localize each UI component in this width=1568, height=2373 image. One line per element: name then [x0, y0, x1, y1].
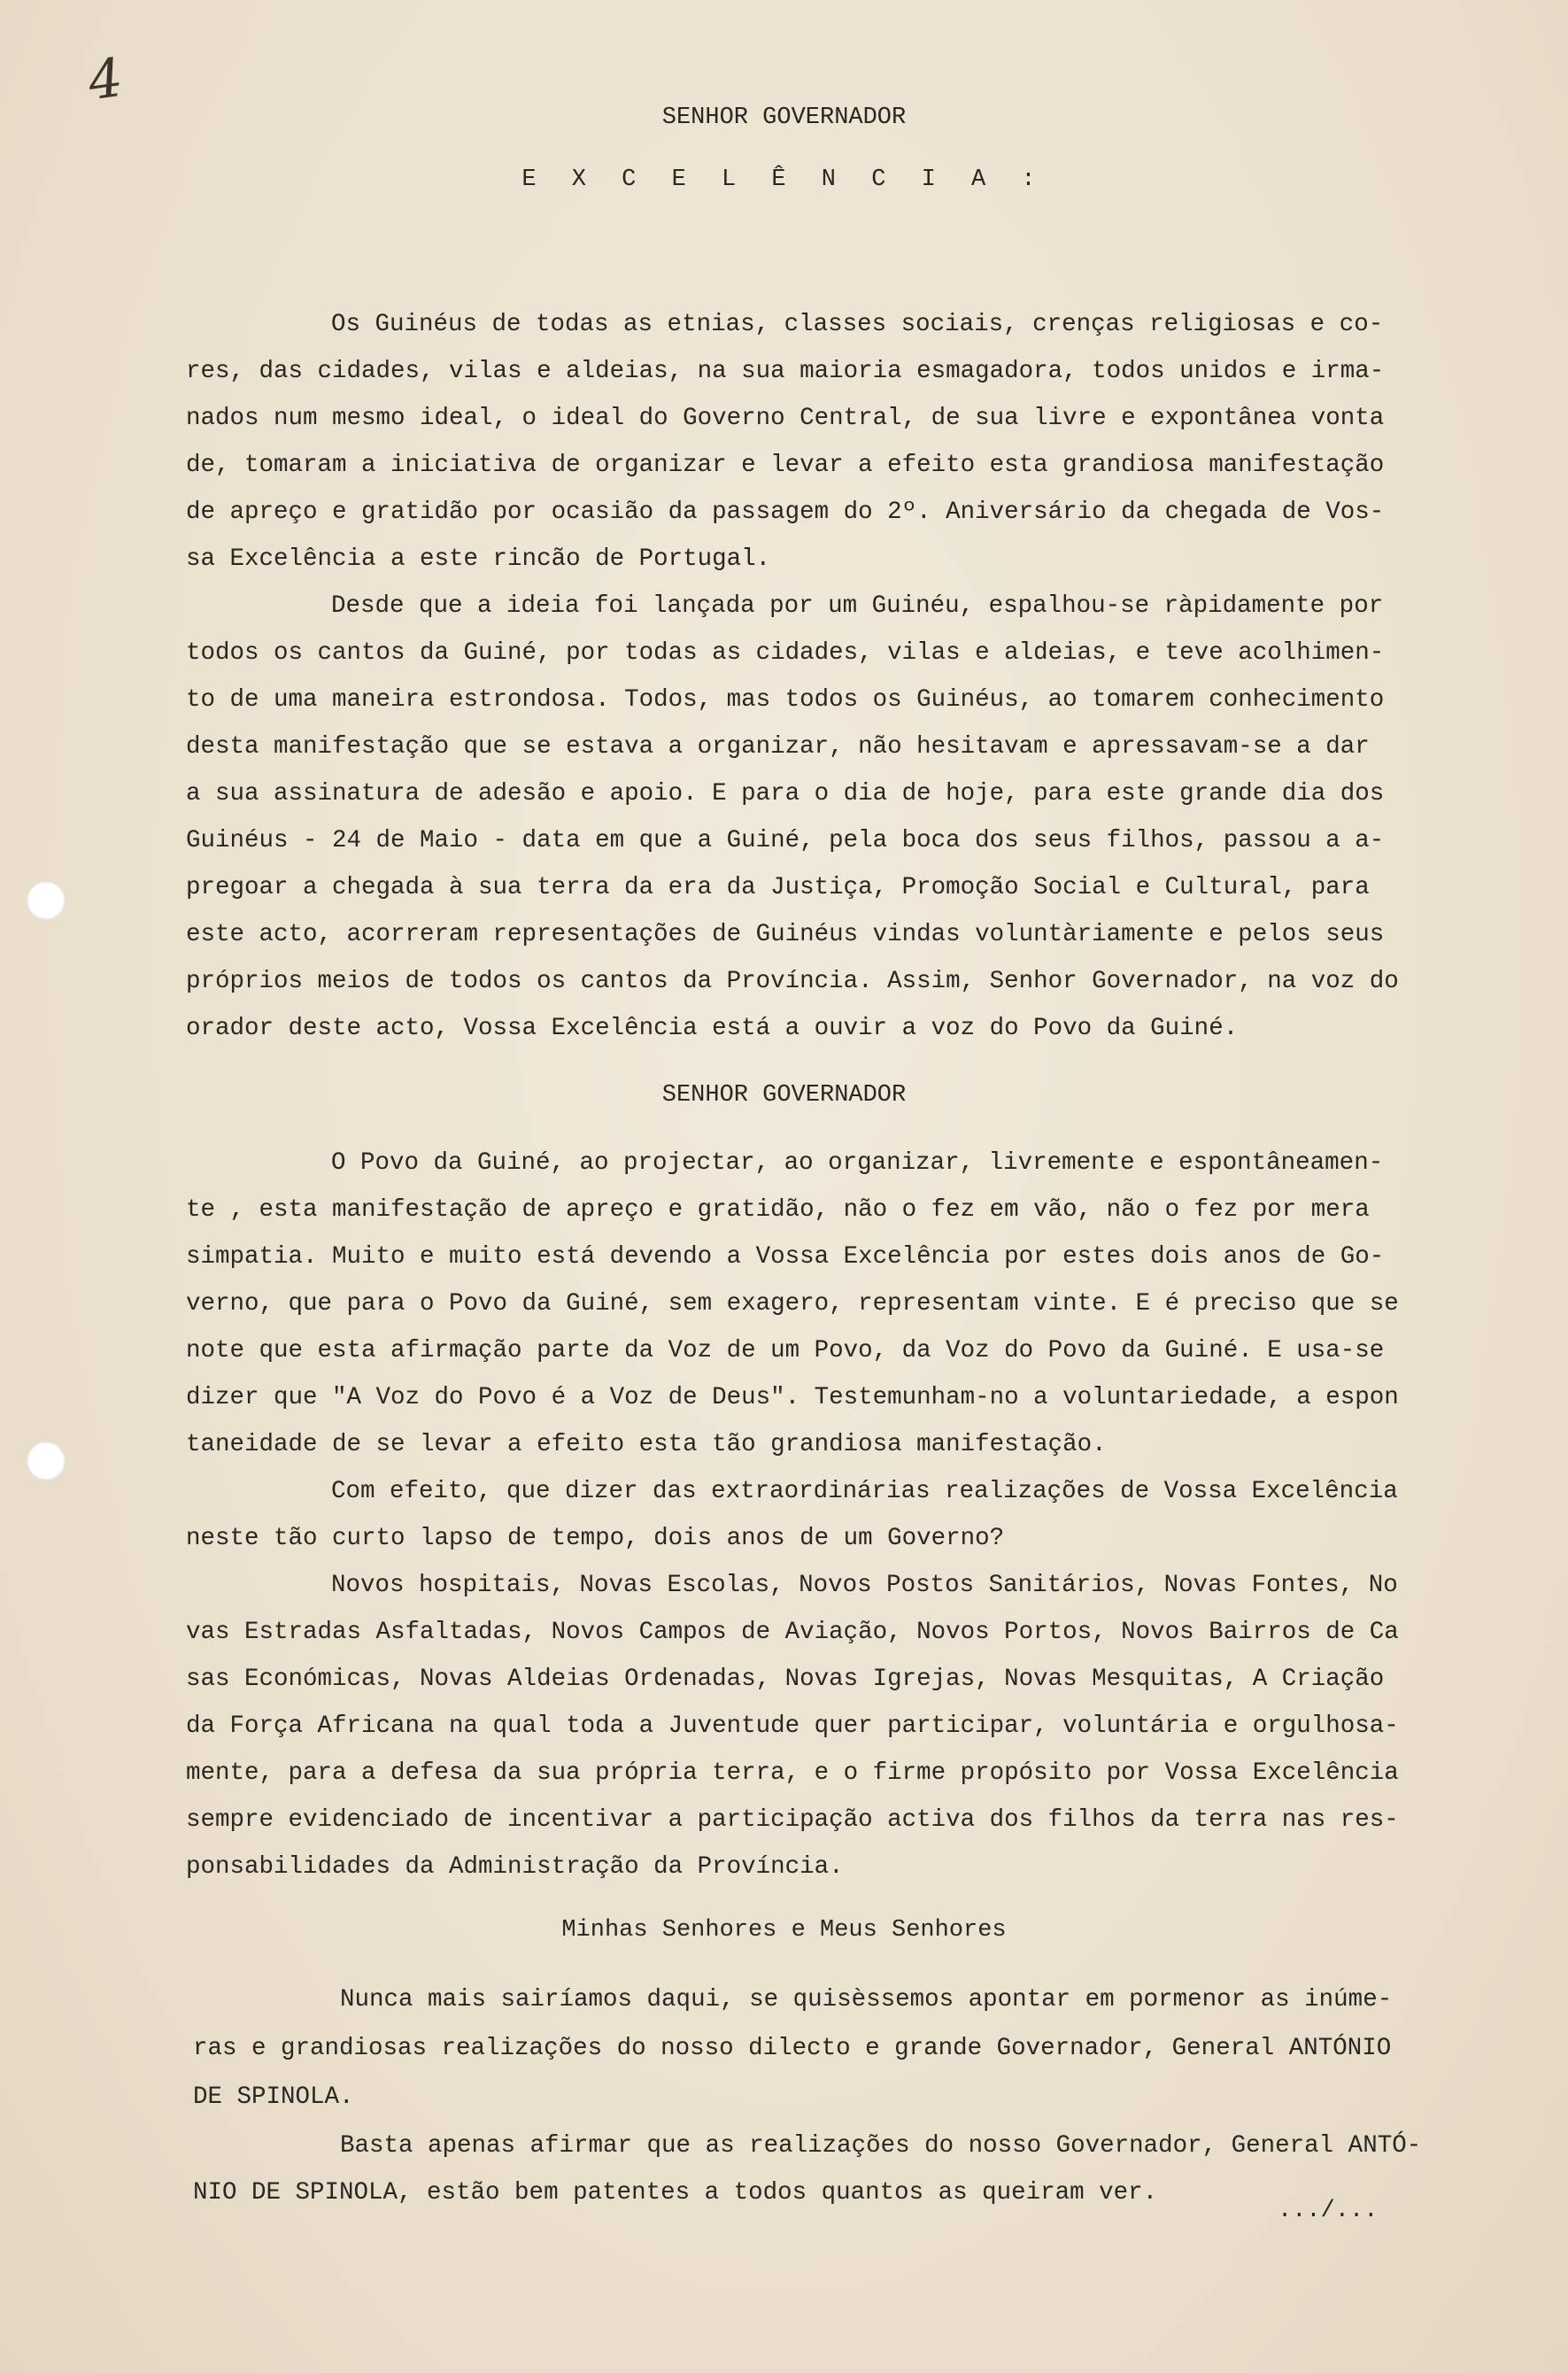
paragraph-line: orador deste acto, Vossa Excelência está a ouvir a voz do Povo da Guiné.: [186, 1015, 1239, 1042]
section-heading: SENHOR GOVERNADOR: [661, 1082, 907, 1109]
punch-hole-top: [27, 881, 66, 920]
paragraph-line: nados num mesmo ideal, o ideal do Governo Central, de sua livre e expontânea vonta: [186, 405, 1385, 432]
paragraph-line: este acto, acorreram representações de Guinéus vindas voluntàriamente e pelos seus: [186, 921, 1385, 948]
paragraph-line: de, tomaram a iniciativa de organizar e levar a efeito esta grandiosa manifestação: [186, 452, 1385, 479]
paragraph-line: próprios meios de todos os cantos da Província. Assim, Senhor Governador, na voz do: [186, 968, 1399, 995]
paragraph-line: DE SPINOLA.: [193, 2083, 354, 2111]
paragraph-line: sempre evidenciado de incentivar a participação activa dos filhos da terra nas res-: [186, 1806, 1399, 1834]
paragraph-line: todos os cantos da Guiné, por todas as cidades, vilas e aldeias, e teve acolhimen-: [186, 639, 1385, 667]
handwritten-page-number: 4: [84, 46, 127, 113]
continuation-mark: .../...: [1278, 2198, 1379, 2224]
paragraph-line: Novos hospitais, Novas Escolas, Novos Postos Sanitários, Novas Fontes, No: [331, 1572, 1398, 1599]
paragraph-line: te , esta manifestação de apreço e gratidão, não o fez em vão, não o fez por mera: [186, 1196, 1370, 1224]
paragraph-line: sa Excelência a este rincão de Portugal.: [186, 545, 771, 573]
paragraph-line: desta manifestação que se estava a organizar, não hesitavam e apressavam-se a dar: [186, 733, 1370, 761]
paragraph-line: neste tão curto lapso de tempo, dois anos de um Governo?: [186, 1525, 1005, 1552]
paragraph-line: Os Guinéus de todas as etnias, classes sociais, crenças religiosas e co-: [331, 311, 1384, 338]
paragraph-line: to de uma maneira estrondosa. Todos, mas todos os Guinéus, ao tomarem conhecimento: [186, 686, 1385, 714]
paragraph-line: ras e grandiosas realizações do nosso dilecto e grande Governador, General ANTÓNIO: [193, 2035, 1392, 2062]
punch-hole-bottom: [27, 1442, 66, 1480]
section-heading: Minhas Senhores e Meus Senhores: [561, 1917, 1007, 1944]
paragraph-line: Desde que a ideia foi lançada por um Guinéu, espalhou-se ràpidamente por: [331, 592, 1384, 620]
paragraph-line: O Povo da Guiné, ao projectar, ao organizar, livremente e espontâneamen-: [331, 1149, 1384, 1177]
paragraph-line: sas Económicas, Novas Aldeias Ordenadas, Novas Igrejas, Novas Mesquitas, A Criação: [186, 1666, 1385, 1693]
salutation: E X C E L Ê N C I A :: [521, 166, 1047, 193]
paragraph-line: Com efeito, que dizer das extraordinárias realizações de Vossa Excelência: [331, 1478, 1398, 1505]
paragraph-line: de apreço e gratidão por ocasião da passagem do 2º. Aniversário da chegada de Vos-: [186, 499, 1385, 526]
paragraph-line: res, das cidades, vilas e aldeias, na sua maioria esmagadora, todos unidos e irma-: [186, 358, 1385, 385]
paragraph-line: verno, que para o Povo da Guiné, sem exagero, representam vinte. E é preciso que se: [186, 1290, 1399, 1318]
paragraph-line: Nunca mais sairíamos daqui, se quisèssemos apontar em pormenor as inúme-: [340, 1986, 1393, 2014]
paragraph-line: NIO DE SPINOLA, estão bem patentes a todos quantos as queiram ver.: [193, 2179, 1158, 2207]
paragraph-line: pregoar a chegada à sua terra da era da Justiça, Promoção Social e Cultural, para: [186, 874, 1370, 901]
paragraph-line: mente, para a defesa da sua própria terra, e o firme propósito por Vossa Excelência: [186, 1759, 1399, 1787]
paragraph-line: note que esta afirmação parte da Voz de um Povo, da Voz do Povo da Guiné. E usa-se: [186, 1337, 1385, 1364]
paragraph-line: simpatia. Muito e muito está devendo a Vossa Excelência por estes dois anos de Go-: [186, 1243, 1385, 1271]
paragraph-line: ponsabilidades da Administração da Província.: [186, 1853, 844, 1881]
paragraph-line: Basta apenas afirmar que as realizações do nosso Governador, General ANTÓ-: [340, 2132, 1422, 2160]
paragraph-line: dizer que "A Voz do Povo é a Voz de Deus". Testemunham-no a voluntariedade, a espon: [186, 1384, 1399, 1411]
paragraph-line: vas Estradas Asfaltadas, Novos Campos de Aviação, Novos Portos, Novos Bairros de Ca: [186, 1619, 1399, 1646]
paragraph-line: Guinéus - 24 de Maio - data em que a Guiné, pela boca dos seus filhos, passou a a-: [186, 827, 1385, 854]
paragraph-line: a sua assinatura de adesão e apoio. E para o dia de hoje, para este grande dia dos: [186, 780, 1385, 808]
paragraph-line: da Força Africana na qual toda a Juventude quer participar, voluntária e orgulhosa-: [186, 1712, 1399, 1740]
document-title: SENHOR GOVERNADOR: [661, 104, 907, 131]
paragraph-line: taneidade de se levar a efeito esta tão grandiosa manifestação.: [186, 1431, 1107, 1458]
